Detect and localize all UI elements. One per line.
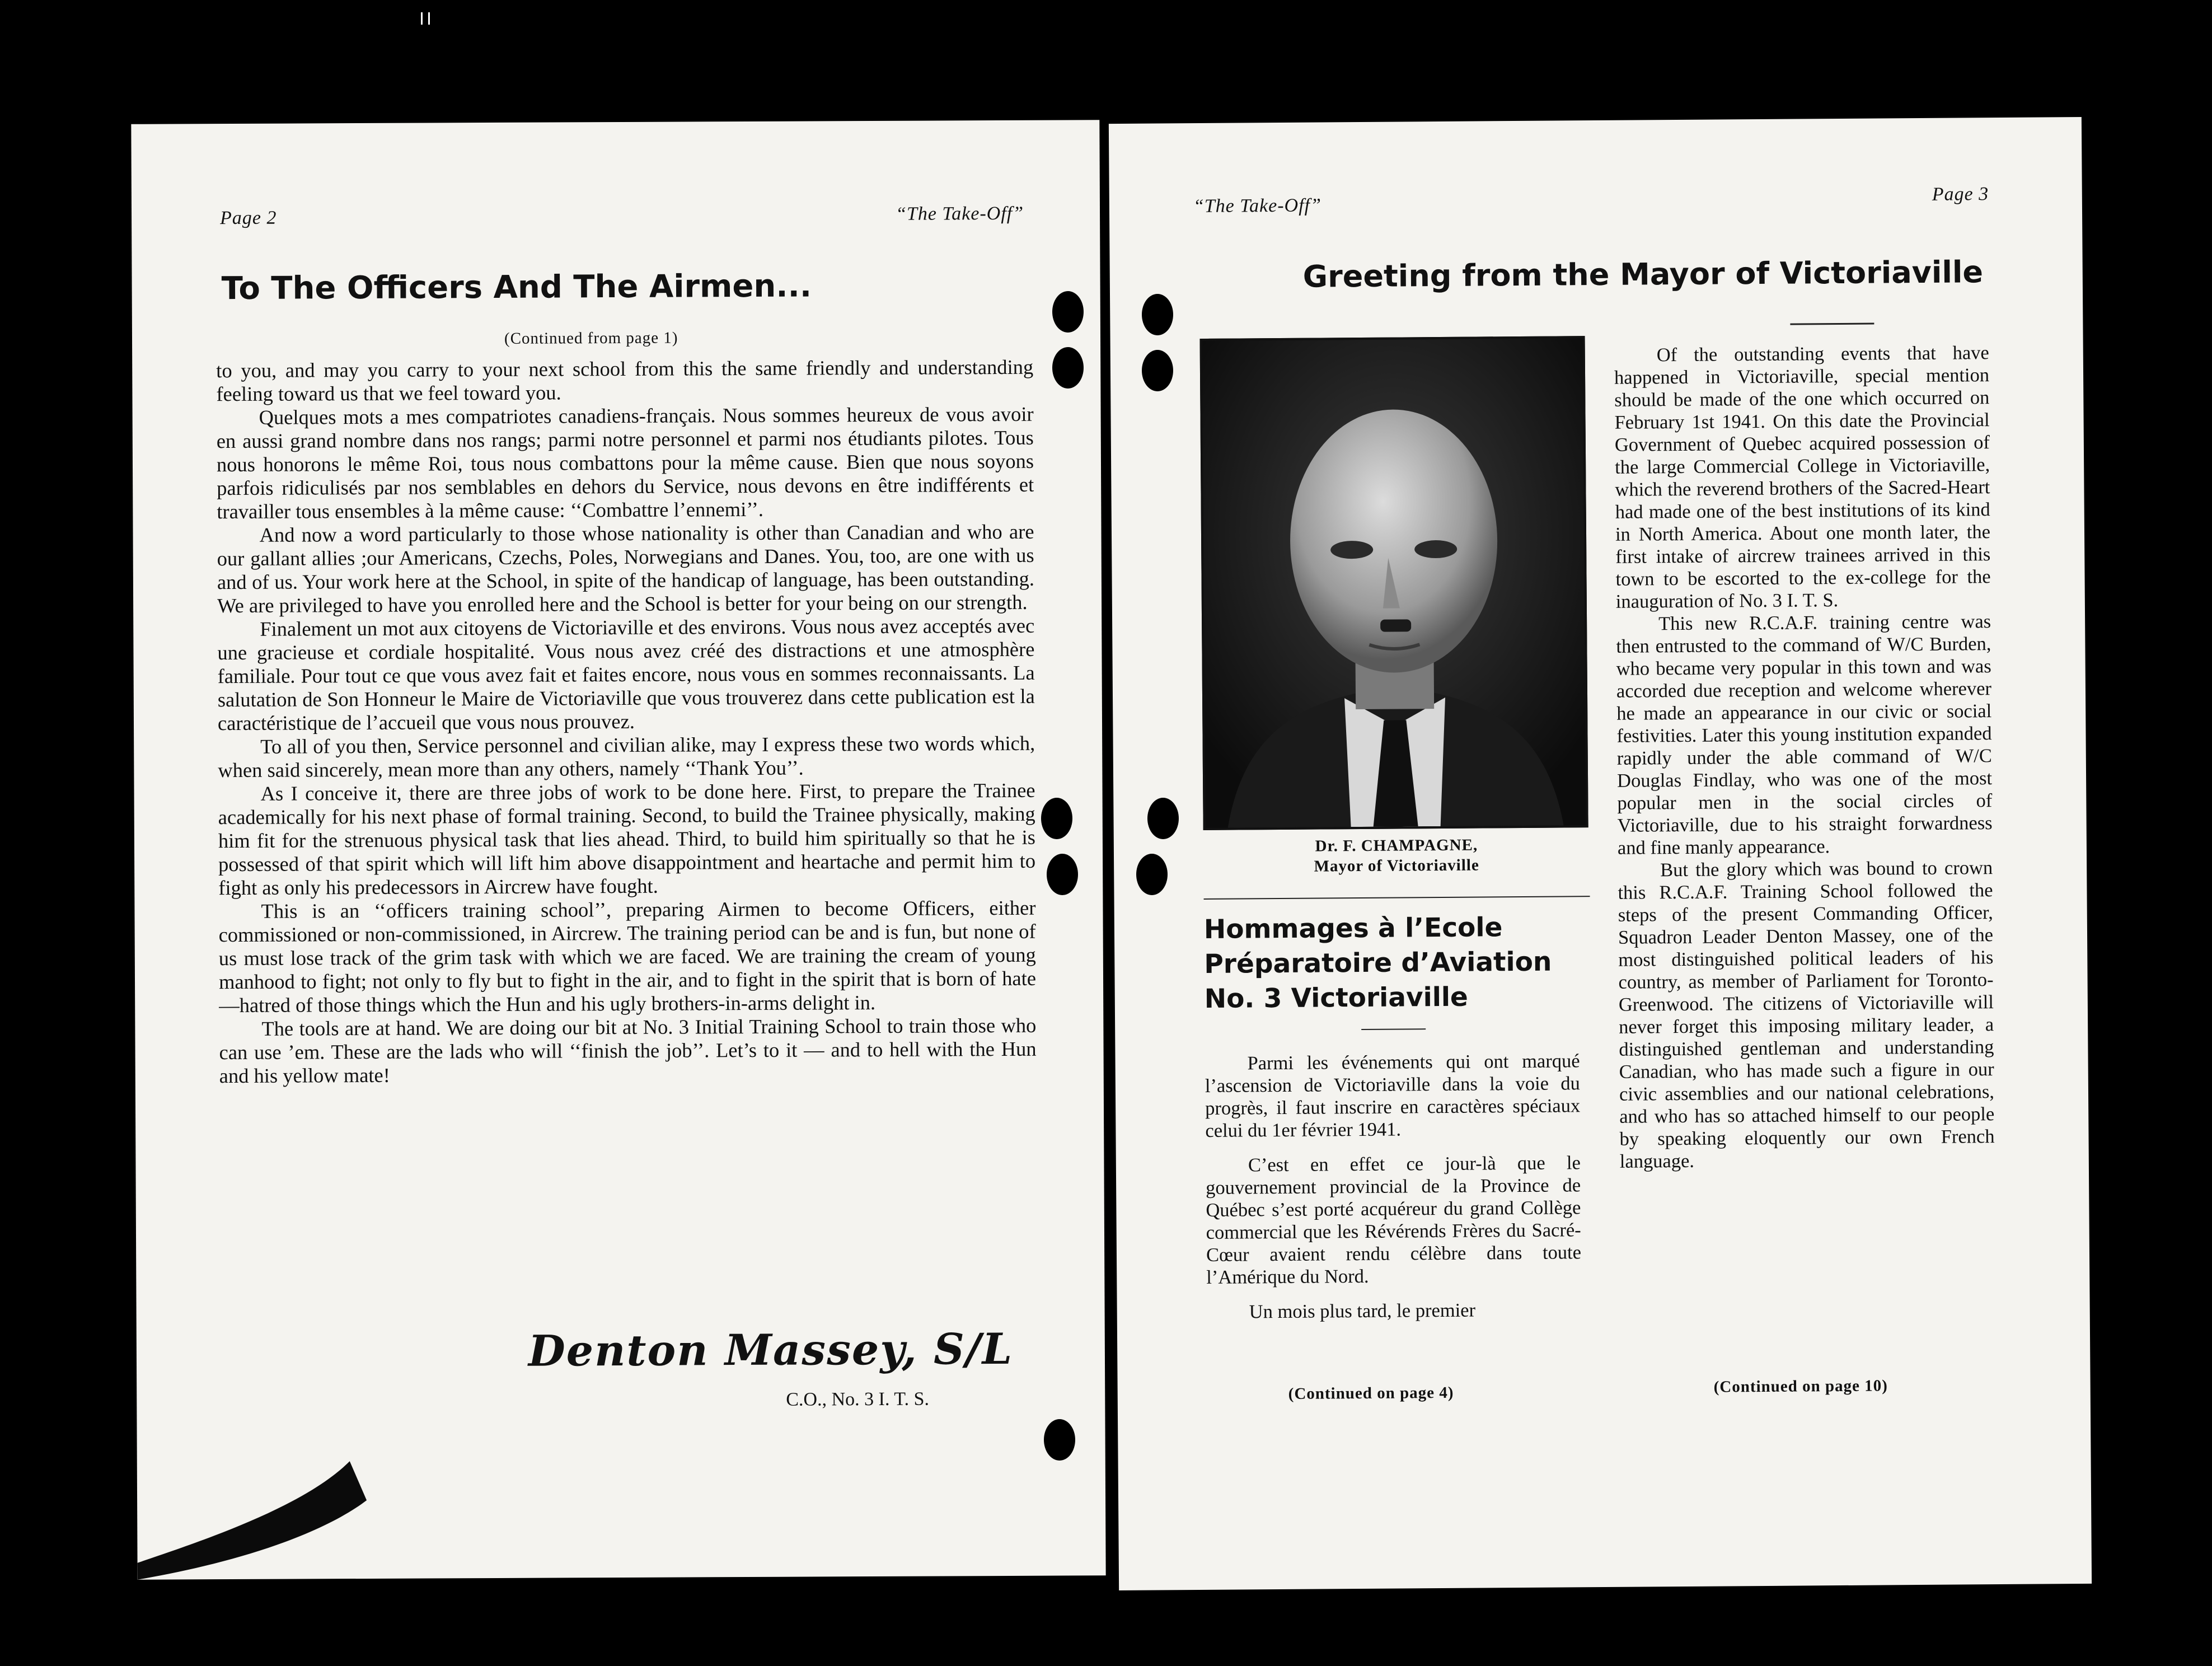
section-rule — [1204, 896, 1590, 900]
continued-note: (Continued on page 10) — [1713, 1377, 1888, 1396]
caption-role: Mayor of Victoriaville — [1314, 856, 1479, 876]
signature-title: C.O., No. 3 I. T. S. — [786, 1388, 930, 1410]
left-page — [131, 120, 1105, 1580]
binding-hole — [1052, 347, 1084, 389]
paragraph: This is an ‘‘officers training school’’, preparing Airmen to become Officers, either commissioned or non-commissioned, in Aircrew. The training period can be and is fun, but none of us must lose track of the grim task with which we are faced. We are training the cream of young manhood to fight; not only to fly but to fight in the air, and to fight in the spirit that is born of hate—hatred of those things which the Hun and his ugly brothers-in-arms delight in. — [218, 896, 1037, 1017]
title-rule — [1361, 1028, 1426, 1030]
paragraph: Of the outstanding events that have happened in Victoriaville, special mention should be made of the one which occurred on February 1st 1941. On this date the Provincial Government of Quebec acquired possession of the large Commercial College in Victoriaville, which the reverend brothers of the Sacred-Heart had made one of the best institutions of its kind in North America. About one month later, the first intake of aircrew trainees arrived in this town to be escorted to the ex-college for the inauguration of No. 3 I. T. S. — [1614, 342, 1991, 612]
page-number: Page 3 — [1932, 184, 1989, 205]
french-article-title — [1204, 910, 1552, 1017]
paragraph: Finalement un mot aux citoyens de Victoriaville et des environs. Vous nous avez acceptés avec une gracieuse et cordiale hospitalité. Vous nous avez créé des distractions et une atmosphère familiale. Pour tout ce que vous avez fait et faites encore, nous vous en sommes reconnaissants. La salutation de Son Honneur le Maire de Victoriaville que vous trouverez dans cette publication est la caractéristique de l’accueil que vous nous prouvez. — [217, 614, 1035, 735]
paragraph: Quelques mots a mes compatriotes canadiens-français. Nous sommes heureux de vous avoir en aussi grand nombre dans nos rangs; parmi notre personnel et parmi nos étudiants pilotes. Tous nous honorons le même Roi, tous nous combattons pour la même cause. Bien que nous soyons parfois ridiculisés par nos semblables en dehors du Service, nous devons en être indifférents et travailler tous ensembles à la même cause: ‘‘Combattre l’ennemi’’. — [216, 402, 1034, 523]
binding-hole — [1142, 294, 1173, 335]
title-line: No. 3 Victoriaville — [1204, 981, 1469, 1014]
binding-hole — [1147, 798, 1179, 839]
article-title: Greeting from the Mayor of Victoriaville — [1302, 254, 1984, 294]
photo-caption — [1203, 834, 1590, 877]
continued-note: (Continued on page 4) — [1288, 1383, 1454, 1403]
paragraph: This new R.C.A.F. training centre was then entrusted to the command of W/C Burden, who became very popular in this town and was accorded due reception and welcome wherever he made an appearance in our civic or social festivities. Later this young institution expanded rapidly under the able command of W/C Douglas Findlay, who was one of the most popular men in the social circles of Victoriaville, due to his straight forwardness and fine manly appearance. — [1616, 611, 1993, 859]
pen-tip-shadow — [137, 1422, 372, 1580]
binding-hole — [1136, 854, 1168, 895]
english-article-body — [1614, 341, 1995, 1173]
page-number: Page 2 — [219, 207, 277, 229]
title-line: Hommages à l’Ecole — [1203, 912, 1503, 945]
paragraph: To all of you then, Service personnel and civilian alike, may I express these two words which, when said sincerely, mean more than any others, namely ‘‘Thank You’’. — [218, 731, 1035, 782]
caption-name: Dr. F. CHAMPAGNE, — [1315, 836, 1478, 855]
title-line: Préparatoire d’Aviation — [1204, 946, 1552, 980]
binding-hole — [1044, 1419, 1075, 1461]
film-edge-mark — [421, 12, 430, 25]
paragraph: Un mois plus tard, le premier — [1249, 1299, 1476, 1323]
paragraph: Parmi les événements qui ont marqué l’ascension de Victoriaville dans la voie du progrès, il faut inscrire en caractères spéciaux celui du 1er février 1941. — [1205, 1050, 1581, 1141]
article-title: To The Officers And The Airmen... — [221, 268, 812, 307]
binding-hole — [1047, 854, 1078, 895]
article-body — [216, 355, 1037, 1088]
binding-hole — [1052, 291, 1084, 333]
right-page — [1109, 117, 2092, 1590]
publication-name: “The Take-Off” — [1193, 195, 1322, 217]
mayor-portrait-photo — [1200, 336, 1588, 830]
paragraph: to you, and may you carry to your next school from this the same friendly and understanding feeling toward us that we feel toward you. — [216, 355, 1034, 406]
paragraph: But the glory which was bound to crown this R.C.A.F. Training School followed the steps of the present Commanding Officer, Squadron Leader Denton Massey, one of the most distinguished political leaders of his country, as member of Parliament for Toronto-Greenwood. The citizens of Victoriaville will never forget this imposing military leader, a distinguished gentleman and understanding Canadian, who has made such a figure in our civic assemblies and our national celebrations, and who has so attached himself to our people by speaking eloquently our own French language. — [1618, 857, 1995, 1172]
paragraph: C’est en effet ce jour-là que le gouvernement provincial de la Province de Québec s’est porté acquéreur du grand Collège commercial que les Révérends Frères du Sacré-Cœur avaient rendu célèbre dans toute l’Amérique du Nord. — [1206, 1152, 1582, 1288]
continued-note: (Continued from page 1) — [504, 329, 678, 348]
publication-name: “The Take-Off” — [895, 203, 1024, 224]
paragraph: As I conceive it, there are three jobs of work to be done here. First, to prepare the Trainee academically for his next phase of formal training. Second, to build the Trainee physically, making him fit for the strenuous physical task that lies ahead. Third, to build him spiritually so that he is possessed of that spirit which will lift him above disappointment and heartache and permit him to fight as only his predecessors in Aircrew have fought. — [218, 778, 1036, 900]
binding-hole — [1142, 350, 1173, 391]
binding-hole — [1041, 798, 1072, 839]
title-rule — [1790, 323, 1874, 325]
paragraph: The tools are at hand. We are doing our bit at No. 3 Initial Training School to train those who can use ’em. These are the lads who will ‘‘finish the job’’. Let’s to it — and to hell with the Hun and his yellow mate! — [219, 1013, 1037, 1088]
french-article-body — [1205, 1050, 1581, 1323]
signature: Denton Massey, S/L — [528, 1323, 1014, 1376]
paragraph: And now a word particularly to those whose nationality is other than Canadian and who are our gallant allies ;our Americans, Czechs, Poles, Norwegians and Danes. You, too, are one with us and of us. Your work here at the School, in spite of the handicap of language, has been outstanding. We are privileged to have you enrolled here and the School is better for your being on our strength. — [217, 520, 1034, 617]
